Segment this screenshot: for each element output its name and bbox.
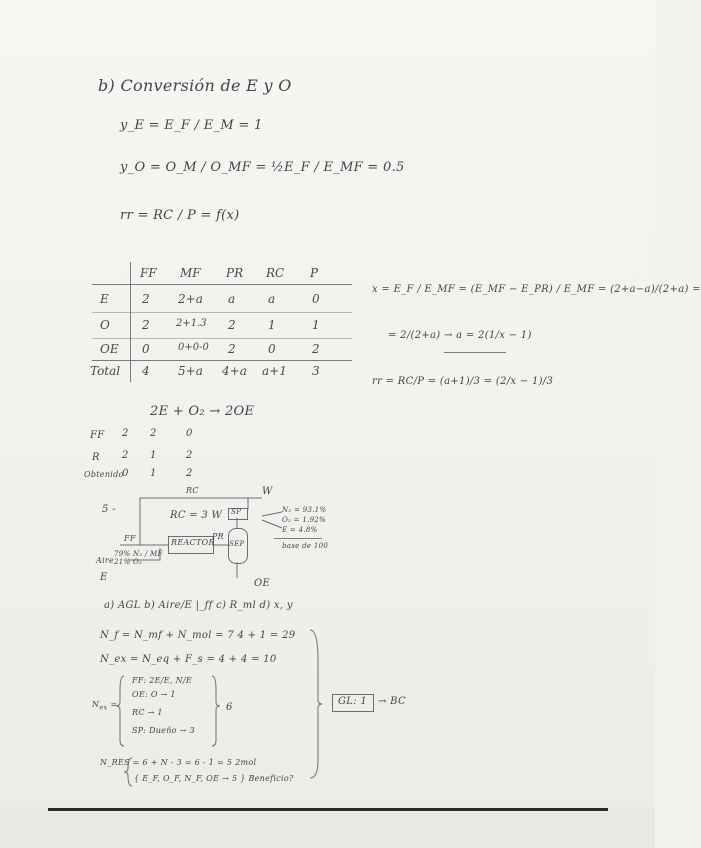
side-note-bottom: base de 100 xyxy=(282,542,329,550)
x-equation: x = E_F / E_MF = (E_MF − E_PR) / E_MF = (2+a−a)/(2+a) = xyxy=(372,284,701,295)
reaction-val: 2 xyxy=(186,468,193,479)
x-equation-2: = 2/(2+a) → a = 2(1/x − 1) xyxy=(388,330,532,341)
reaction-row-label: FF xyxy=(90,430,105,441)
reaction-row-label: Obtenido xyxy=(84,470,124,479)
left-brace xyxy=(116,676,124,746)
reaction-val: 0 xyxy=(122,468,129,479)
brace-row: RC → 1 xyxy=(132,708,163,717)
table-cell: 2 xyxy=(228,342,236,356)
gl-arrow: → BC xyxy=(378,696,406,707)
side-note: N₂ = 93.1% xyxy=(282,506,327,514)
table-cell: a xyxy=(268,292,276,306)
last-equation-2: { E_F, O_F, N_F, OE → 5 } Beneficio? xyxy=(134,774,294,783)
pr-label: PR xyxy=(212,532,225,541)
formula-yE: y_E = E_F / E_M = 1 xyxy=(120,118,263,133)
air-composition: 79% N₂ / 21% O₂ xyxy=(114,550,148,566)
w-label: W xyxy=(262,486,273,497)
side-note: E = 4.8% xyxy=(282,526,318,534)
oe-label: OE xyxy=(254,578,271,589)
table-cell: 4 xyxy=(142,364,150,378)
table-cell: 2 xyxy=(142,292,150,306)
reaction-val: 2 xyxy=(186,450,193,461)
reaction-val: 2 xyxy=(122,450,129,461)
table-cell: a+1 xyxy=(262,364,287,378)
air-label: Aire xyxy=(96,556,115,565)
ff-label: FF xyxy=(124,534,136,543)
table-cell: 1 xyxy=(268,318,276,332)
n-label: $N_{ex}$ = xyxy=(92,700,118,712)
table-row-label: E xyxy=(100,292,109,306)
table-cell: 0 xyxy=(312,292,320,306)
reactor-label: REACTOR xyxy=(171,538,215,547)
diagram-s-label: 5 - xyxy=(102,504,116,515)
side-note: O₂ = 1.92% xyxy=(282,516,327,524)
sp-label: SP xyxy=(231,508,242,516)
brace-row: FF: 2E/E, N/E xyxy=(132,676,193,685)
table-cell: 4+a xyxy=(222,364,247,378)
e-label: E xyxy=(100,572,108,583)
section-heading: b) Conversión de E y O xyxy=(98,76,292,95)
n1-equation: N_f = N_mf + N_mol = 7 4 + 1 = 29 xyxy=(100,630,296,641)
right-brace xyxy=(212,676,220,746)
rc-label: RC xyxy=(186,486,199,495)
reaction-val: 1 xyxy=(150,450,157,461)
rr-equation: rr = RC/P = (a+1)/3 = (2/x − 1)/3 xyxy=(372,376,554,387)
sep-label: SEP xyxy=(229,540,245,548)
table-row-label: Total xyxy=(90,364,121,378)
n2-equation: N_ex = N_eq + F_s = 4 + 4 = 10 xyxy=(100,654,277,665)
formula-rr: rr = RC / P = f(x) xyxy=(120,208,240,223)
table-header: PR xyxy=(226,266,244,280)
reaction-val: 1 xyxy=(150,468,157,479)
table-cell: 0 xyxy=(268,342,276,356)
table-cell: 5+a xyxy=(178,364,203,378)
table-cell: 2 xyxy=(228,318,236,332)
reaction-row-label: R xyxy=(92,452,100,463)
gl-label: GL: 1 xyxy=(338,696,368,707)
brace-row: OE: O → 1 xyxy=(132,690,176,699)
table-cell: 3 xyxy=(312,364,320,378)
table-cell: 0+0-0 xyxy=(178,342,209,353)
table-cell: 2+a xyxy=(178,292,203,306)
table-header: FF xyxy=(140,266,157,280)
table-cell: a xyxy=(228,292,236,306)
table-header: P xyxy=(310,266,319,280)
page-bottom-band xyxy=(0,808,655,848)
table-cell: 2+1.3 xyxy=(176,318,207,329)
table-cell: 0 xyxy=(142,342,150,356)
table-row-label: OE xyxy=(100,342,119,356)
table-header: MF xyxy=(180,266,201,280)
brace-row: SP: Dueño → 3 xyxy=(132,726,195,735)
reaction-val: 0 xyxy=(186,428,193,439)
formula-yO: y_O = O_M / O_MF = ½E_F / E_MF = 0.5 xyxy=(120,160,405,175)
reaction-val: 2 xyxy=(122,428,129,439)
table-header: RC xyxy=(266,266,285,280)
big-brace xyxy=(310,630,322,778)
last-equation-1: N_RES = 6 + N - 3 = 6 - 1 = 5 2mol xyxy=(100,758,257,767)
brace-tail: 6 xyxy=(226,702,233,713)
table-cell: 2 xyxy=(312,342,320,356)
reaction-val: 2 xyxy=(150,428,157,439)
questions-line: a) AGL b) Aire/E |_ff c) R_ml d) x, y xyxy=(104,600,293,611)
mf-label: MF xyxy=(150,550,163,558)
page-bottom-edge xyxy=(48,808,608,811)
reaction-equation: 2E + O₂ → 2OE xyxy=(150,404,255,419)
table-cell: 2 xyxy=(142,318,150,332)
table-row-label: O xyxy=(100,318,110,332)
rc-equation: RC = 3 W xyxy=(170,510,223,521)
table-cell: 1 xyxy=(312,318,320,332)
